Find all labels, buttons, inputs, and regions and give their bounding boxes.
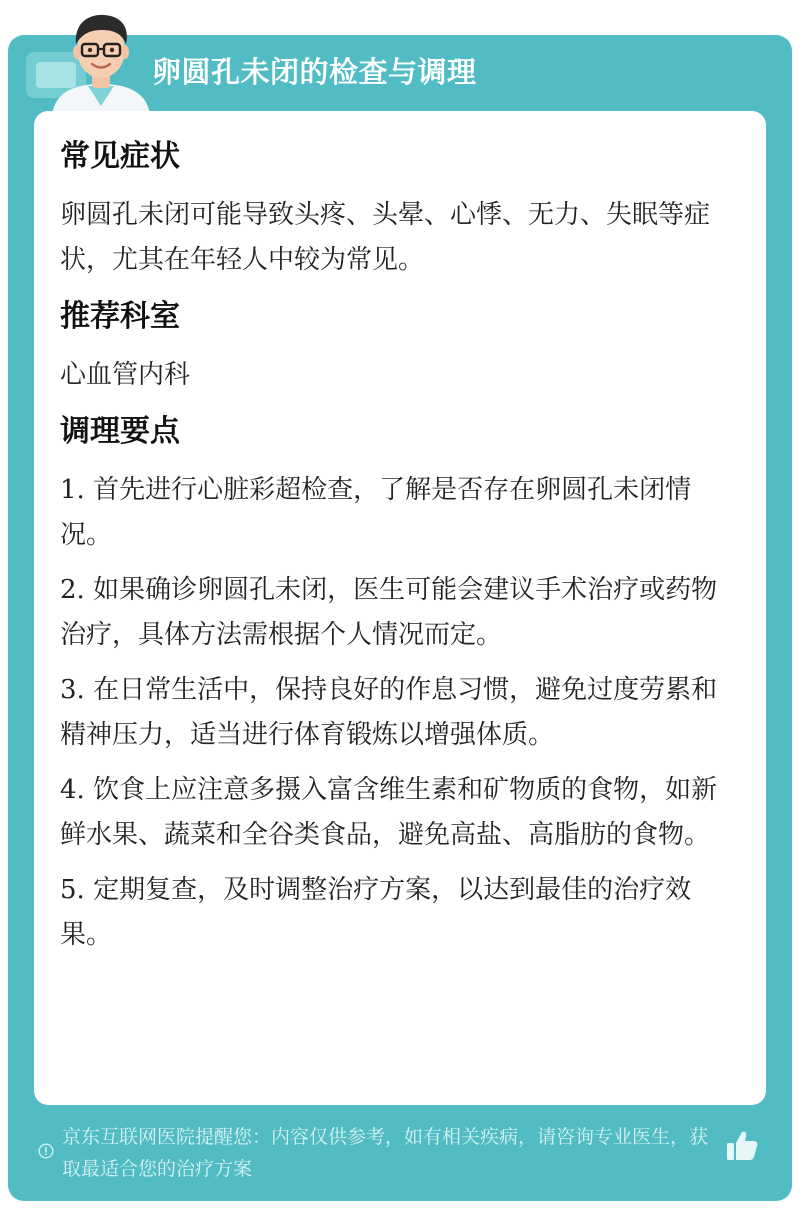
care-step-number: 5. (60, 875, 85, 905)
care-step-number: 1. (60, 475, 85, 505)
care-step-text: 在日常生活中，保持良好的作息习惯，避免过度劳累和精神压力，适当进行体育锻炼以增强体质。 (60, 675, 718, 750)
care-step-number: 3. (60, 675, 85, 705)
care-step (60, 868, 732, 958)
care-step-number: 4. (60, 775, 85, 805)
care-step-text: 如果确诊卵圆孔未闭，医生可能会建议手术治疗或药物治疗，具体方法需根据个人情况而定。 (60, 575, 718, 650)
doctor-avatar-icon (46, 6, 156, 114)
page-title: 卵圆孔未闭的检查与调理 (152, 55, 477, 89)
care-step (60, 668, 732, 758)
care-heading: 调理要点 (60, 414, 180, 449)
care-step (60, 768, 732, 858)
footer-disclaimer: 京东互联网医院提醒您：内容仅供参考，如有相关疾病，请咨询专业医生，获取最适合您的治疗方案 (62, 1126, 709, 1180)
care-step-text: 定期复查，及时调整治疗方案，以达到最佳的治疗效果。 (60, 875, 692, 950)
care-step (60, 568, 732, 658)
info-icon (38, 1143, 54, 1159)
care-step-number: 2. (60, 575, 85, 605)
symptoms-text: 卵圆孔未闭可能导致头疼、头晕、心悸、无力、失眠等症状，尤其在年轻人中较为常见。 (60, 200, 711, 275)
care-step-text: 首先进行心脏彩超检查，了解是否存在卵圆孔未闭情况。 (60, 475, 692, 550)
thumbs-up-icon[interactable] (724, 1128, 760, 1164)
department-heading: 推荐科室 (60, 299, 180, 334)
department-text: 心血管内科 (60, 360, 191, 390)
content-card (34, 111, 766, 1105)
care-step (60, 468, 732, 558)
care-step-text: 饮食上应注意多摄入富含维生素和矿物质的食物，如新鲜水果、蔬菜和全谷类食品，避免高盐、高脂肪的食物。 (60, 775, 718, 850)
symptoms-heading: 常见症状 (60, 139, 180, 174)
